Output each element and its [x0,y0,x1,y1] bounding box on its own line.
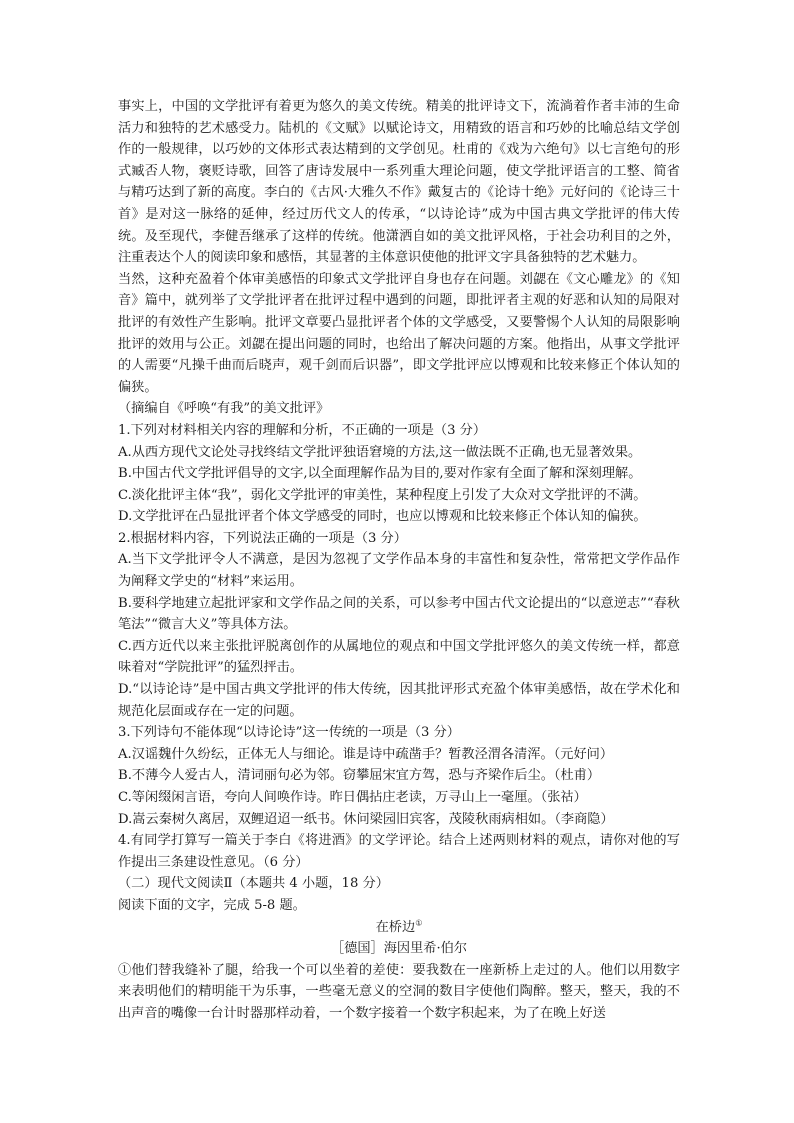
question-stem: 3.下列诗句不能体现“以诗论诗”这一传统的一项是（3 分） [118,725,460,741]
option-d: D.文学批评在凸显批评者个体文学感受的同时，也应以博观和比较来修正个体认知的偏狭。 [118,509,647,525]
option-a: A.从西方现代文论处寻找终结文学批评独语窘境的方法,这一做法既不正确,也无显著效果。 [118,444,642,460]
option-b: B.要科学地建立起批评家和文学作品之间的关系，可以参考中国古代文论提出的“以意逆志”“春秋笔法”“微言大义”等具体方法。 [118,595,680,633]
section-header: （二）现代文阅读Ⅱ（本题共 4 小题，18 分） [118,876,389,892]
document-page [118,96,680,1025]
question-stem: 2.根据材料内容，下列说法正确的一项是（3 分） [118,530,407,546]
passage-paragraph-1: 事实上，中国的文学批评有着更为悠久的美文传统。精美的批评诗文下，流淌着作者丰沛的生命活力和独特的艺术感受力。陆机的《文赋》以赋论诗文，用精致的语言和巧妙的比喻总结文学创作的一般规律，以巧妙的文体形式表达精到的文学创见。杜甫的《戏为六绝句》以七言绝句的形式臧否人物，褒贬诗歌，回答了唐诗发展中一系列重大理论问题，使文学批评语言的工整、简省与精巧达到了新的高度。李白的《古风·大雅久不作》戴复古的《论诗十绝》元好问的《论诗三十首》是对这一脉络的延伸，经过历代文人的传承，“以诗论诗”成为中国古典文学批评的伟大传统。及至现代，李健吾继承了这样的传统。他潇洒自如的美文批评风格，于社会功利目的之外，注重表达个人的阅读印象和感悟，其显著的主体意识使他的批评文字具备独特的艺术魅力。 [118,99,680,266]
question-stem: 4.有同学打算写一篇关于李白《将进酒》的文学评论。结合上述两则材料的观点，请你对他的写作提出三条建设性意见。（6 分） [118,833,680,870]
question-stem: 1.下列对材料相关内容的理解和分析，不正确的一项是（3 分） [118,422,487,438]
story-title-text: 在桥边 [375,919,416,935]
option-c: C.西方近代以来主张批评脱离创作的从属地位的观点和中国文学批评悠久的美文传统一样，都意味着对“学院批评”的猛烈抨击。 [118,638,680,676]
option-b: B.中国古代文学批评倡导的文字,以全面理解作品为目的,要对作家有全面了解和深刻理解。 [118,466,642,482]
question-1 [118,420,680,528]
story-paragraph-1: ①他们替我缝补了腿，给我一个可以坐着的差使：要我数在一座新桥上走过的人。他们以用数字来表明他们的精明能干为乐事，一些毫无意义的空洞的数目字使他们陶醉。整天，整天，我的不出声音的嘴像一台计时器那样动着，一个数字接着一个数字积起来，为了在晚上好送 [118,962,680,1021]
story-title [118,917,680,939]
option-d: D.“以诗论诗”是中国古典文学批评的伟大传统，因其批评形式充盈个体审美感悟，故在学术化和规范化层面或存在一定的问题。 [118,682,680,719]
option-a: A.汉谣魏什久纷纭，正体无人与细论。谁是诗中疏凿手？暂教泾渭各清浑。（元好问） [118,746,614,762]
question-3 [118,722,680,830]
question-4 [118,830,680,873]
passage-paragraph-2: 当然，这种充盈着个体审美感悟的印象式文学批评自身也存在问题。刘勰在《文心雕龙》的《知音》篇中，就列举了文学批评者在批评过程中遇到的问题，即批评者主观的好恶和认知的局限对批评的有效性产生影响。批评文章要凸显批评者个体的文学感受，又要警惕个人认知的局限影响批评的效用与公正。刘勰在提出问题的同时，也给出了解决问题的方案。他指出，从事文学批评的人需要“凡操千曲而后晓声，观千剑而后识器”，即文学批评应以博观和比较来修正个体认知的偏狭。 [118,271,680,395]
option-c: C.淡化批评主体“我”，弱化文学批评的审美性，某种程度上引发了大众对文学批评的不满。 [118,487,647,503]
reading-instruction: 阅读下面的文字，完成 5-8 题。 [118,897,306,913]
source-citation: （摘编自《呼唤“有我”的美文批评》 [118,401,330,417]
story-author: ［德国］海因里希·伯尔 [330,941,468,957]
option-b: B.不薄今人爱古人，清词丽句必为邻。窃攀屈宋宜方驾，恐与齐梁作后尘。（杜甫） [118,768,601,784]
option-a: A.当下文学批评令人不满意，是因为忽视了文学作品本身的丰富性和复杂性，常常把文学作品作为阐释文学史的“材料”来运用。 [118,552,680,590]
footnote-marker: ① [415,918,423,928]
option-d: D.嵩云秦树久离居，双鲤迢迢一纸书。休问梁园旧宾客，茂陵秋雨病相如。（李商隐） [118,811,614,827]
question-2 [118,528,680,722]
option-c: C.等闲缀闲言语，夸向人间唤作诗。昨日偶拈庄老读，万寻山上一毫厘。（张祜） [118,790,587,805]
